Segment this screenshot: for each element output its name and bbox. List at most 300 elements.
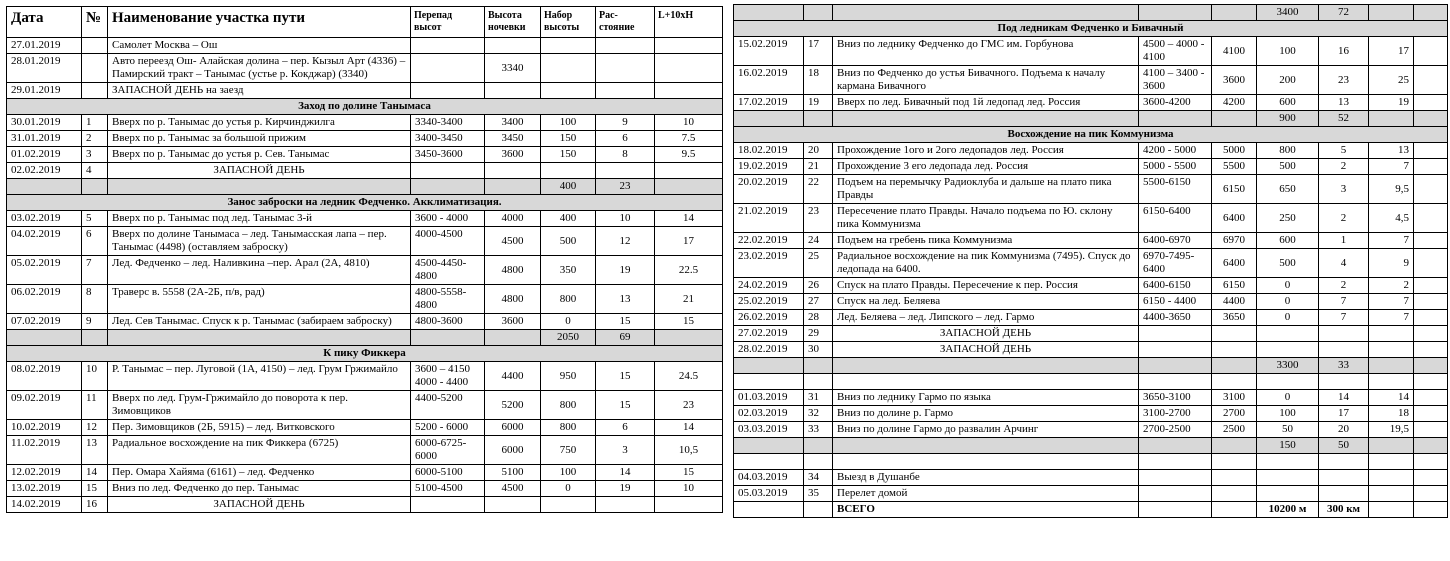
empty-cell	[1319, 326, 1369, 342]
height-gain-cell: 0	[1257, 278, 1319, 294]
distance-cell: 14	[596, 465, 655, 481]
empty-cell	[833, 454, 1139, 470]
itinerary-row	[734, 422, 1448, 438]
day-number-cell: 13	[82, 436, 108, 465]
itinerary-row	[734, 310, 1448, 326]
section-name-cell: Авто переезд Ош- Алайская долина – пер. Кызыл Арт (4336) – Памирский тракт – Танымас (устье р. Кокджар) (3340)	[108, 54, 411, 83]
empty-cell	[655, 163, 723, 179]
day-number-cell: 32	[804, 406, 833, 422]
camp-height-cell: 3650	[1212, 310, 1257, 326]
section-name-cell: Вниз по долине р. Гармо	[833, 406, 1139, 422]
effort-cell: 10	[655, 115, 723, 131]
grand-total-row	[734, 502, 1448, 518]
height-gain-cell: 0	[1257, 294, 1319, 310]
empty-cell	[804, 374, 833, 390]
day-number-cell: 20	[804, 143, 833, 159]
empty-cell	[596, 163, 655, 179]
day-number-cell: 24	[804, 233, 833, 249]
section-name-cell: Подъем на перемычку Радиоклуба и дальше на плато пика Правды	[833, 175, 1139, 204]
itinerary-row	[7, 147, 723, 163]
section-name-cell: ЗАПАСНОЙ ДЕНЬ	[833, 326, 1139, 342]
itinerary-row	[734, 294, 1448, 310]
height-gain-cell: 750	[541, 436, 596, 465]
section-name-cell: Лед. Сев Танымас. Спуск к р. Танымас (забираем заброску)	[108, 314, 411, 330]
section-title: К пику Фиккера	[7, 346, 723, 362]
empty-cell	[734, 374, 804, 390]
empty-cell	[833, 358, 1139, 374]
day-number-cell: 6	[82, 227, 108, 256]
elevation-change-cell: 5100-4500	[411, 481, 485, 497]
height-gain-cell: 100	[541, 465, 596, 481]
camp-height-cell: 3600	[485, 147, 541, 163]
height-gain-cell: 600	[1257, 233, 1319, 249]
section-name-cell: Вниз по леднику Федченко до ГМС им. Горбунова	[833, 37, 1139, 66]
date-cell: 22.02.2019	[734, 233, 804, 249]
section-name-cell: Лед. Беляева – лед. Липского – лед. Гармо	[833, 310, 1139, 326]
height-gain-cell: 800	[541, 285, 596, 314]
empty-cell	[411, 497, 485, 513]
date-cell: 18.02.2019	[734, 143, 804, 159]
day-number-cell	[82, 38, 108, 54]
empty-cell	[1369, 111, 1414, 127]
effort-cell: 14	[655, 420, 723, 436]
date-cell: 05.02.2019	[7, 256, 82, 285]
itinerary-row	[7, 256, 723, 285]
distance-cell: 7	[1319, 310, 1369, 326]
elevation-change-cell: 6000-5100	[411, 465, 485, 481]
elevation-change-cell: 3340-3400	[411, 115, 485, 131]
effort-cell: 10	[655, 481, 723, 497]
empty-cell	[1414, 358, 1448, 374]
date-cell: 27.02.2019	[734, 326, 804, 342]
day-number-cell: 12	[82, 420, 108, 436]
itinerary-table-right	[733, 4, 1448, 518]
empty-cell	[1414, 422, 1448, 438]
empty-cell	[1212, 502, 1257, 518]
empty-cell	[1414, 233, 1448, 249]
day-number-cell: 22	[804, 175, 833, 204]
section-name-cell: Р. Танымас – пер. Луговой (1А, 4150) – лед. Грум Гржимайло	[108, 362, 411, 391]
col-dist: Рас-стояние	[596, 7, 655, 38]
itinerary-row	[734, 159, 1448, 175]
subtotal-distance: 72	[1319, 5, 1369, 21]
section-header-row	[734, 21, 1448, 37]
empty-cell	[1414, 111, 1448, 127]
col-num: №	[82, 7, 108, 38]
empty-cell	[804, 438, 833, 454]
empty-cell	[833, 111, 1139, 127]
camp-height-cell: 6400	[1212, 249, 1257, 278]
effort-cell: 9	[1369, 249, 1414, 278]
day-number-cell: 3	[82, 147, 108, 163]
camp-height-cell: 4000	[485, 211, 541, 227]
distance-cell: 9	[596, 115, 655, 131]
elevation-change-cell: 4200 - 5000	[1139, 143, 1212, 159]
effort-cell	[1369, 486, 1414, 502]
table-header-row	[7, 7, 723, 38]
subtotal-row	[734, 358, 1448, 374]
day-number-cell: 19	[804, 95, 833, 111]
day-number-cell: 11	[82, 391, 108, 420]
section-name-cell: Траверс в. 5558 (2А-2Б, п/в, рад)	[108, 285, 411, 314]
empty-cell	[1414, 143, 1448, 159]
elevation-change-cell	[411, 83, 485, 99]
camp-height-cell: 5500	[1212, 159, 1257, 175]
day-number-cell: 16	[82, 497, 108, 513]
distance-cell: 19	[596, 256, 655, 285]
empty-cell	[655, 497, 723, 513]
section-title: Заход по долине Танымаса	[7, 99, 723, 115]
height-gain-cell: 100	[541, 115, 596, 131]
effort-cell: 4,5	[1369, 204, 1414, 233]
date-cell: 01.02.2019	[7, 147, 82, 163]
empty-cell	[734, 502, 804, 518]
empty-cell	[1212, 438, 1257, 454]
date-cell: 03.02.2019	[7, 211, 82, 227]
effort-cell: 18	[1369, 406, 1414, 422]
distance-cell: 20	[1319, 422, 1369, 438]
itinerary-row	[734, 486, 1448, 502]
elevation-change-cell: 3650-3100	[1139, 390, 1212, 406]
blank-row	[734, 374, 1448, 390]
section-name-cell: Вверх по р. Танымас за большой прижим	[108, 131, 411, 147]
empty-cell	[596, 497, 655, 513]
subtotal-distance: 69	[596, 330, 655, 346]
elevation-change-cell: 6400-6970	[1139, 233, 1212, 249]
section-title: Занос заброски на ледник Федченко. Акклиматизация.	[7, 195, 723, 211]
camp-height-cell	[1212, 486, 1257, 502]
day-number-cell: 31	[804, 390, 833, 406]
section-name-cell: Перелет домой	[833, 486, 1139, 502]
day-number-cell: 35	[804, 486, 833, 502]
empty-cell	[1414, 95, 1448, 111]
empty-cell	[734, 454, 804, 470]
distance-cell: 12	[596, 227, 655, 256]
itinerary-row	[734, 37, 1448, 66]
section-header-row	[7, 195, 723, 211]
effort-cell	[655, 38, 723, 54]
distance-cell: 3	[1319, 175, 1369, 204]
height-gain-cell: 650	[1257, 175, 1319, 204]
empty-cell	[655, 179, 723, 195]
date-cell: 20.02.2019	[734, 175, 804, 204]
itinerary-row	[734, 278, 1448, 294]
date-cell: 08.02.2019	[7, 362, 82, 391]
camp-height-cell: 5100	[485, 465, 541, 481]
section-name-cell: Вниз по лед. Федченко до пер. Танымас	[108, 481, 411, 497]
col-date: Дата	[7, 7, 82, 38]
subtotal-gain: 3400	[1257, 5, 1319, 21]
camp-height-cell: 2500	[1212, 422, 1257, 438]
distance-cell: 1	[1319, 233, 1369, 249]
itinerary-row	[734, 249, 1448, 278]
camp-height-cell: 2700	[1212, 406, 1257, 422]
section-name-cell: ЗАПАСНОЙ ДЕНЬ	[108, 163, 411, 179]
subtotal-row	[7, 330, 723, 346]
section-name-cell: Вниз по долине Гармо до развалин Арчинг	[833, 422, 1139, 438]
effort-cell: 7	[1369, 159, 1414, 175]
empty-cell	[485, 179, 541, 195]
subtotal-gain: 900	[1257, 111, 1319, 127]
elevation-change-cell: 6970-7495-6400	[1139, 249, 1212, 278]
empty-cell	[1369, 454, 1414, 470]
effort-cell: 25	[1369, 66, 1414, 95]
reserve-day-row	[734, 342, 1448, 358]
empty-cell	[1212, 454, 1257, 470]
table-body-right	[734, 5, 1448, 518]
date-cell: 09.02.2019	[7, 391, 82, 420]
empty-cell	[1414, 406, 1448, 422]
empty-cell	[1139, 326, 1212, 342]
itinerary-row	[7, 436, 723, 465]
empty-cell	[734, 358, 804, 374]
elevation-change-cell: 3600-4200	[1139, 95, 1212, 111]
date-cell: 01.03.2019	[734, 390, 804, 406]
camp-height-cell: 6400	[1212, 204, 1257, 233]
height-gain-cell: 500	[1257, 159, 1319, 175]
day-number-cell: 25	[804, 249, 833, 278]
camp-height-cell: 4400	[485, 362, 541, 391]
section-name-cell: Вверх по долине Танымаса – лед. Танымасская лапа – пер. Танымас (4498) (оставляем заброску)	[108, 227, 411, 256]
distance-cell: 15	[596, 391, 655, 420]
subtotal-row	[734, 111, 1448, 127]
itinerary-row	[734, 143, 1448, 159]
date-cell: 05.03.2019	[734, 486, 804, 502]
reserve-day-row	[7, 497, 723, 513]
date-cell: 29.01.2019	[7, 83, 82, 99]
empty-cell	[734, 5, 804, 21]
empty-cell	[1414, 502, 1448, 518]
camp-height-cell: 3600	[485, 314, 541, 330]
elevation-change-cell: 4800-5558-4800	[411, 285, 485, 314]
reserve-day-row	[734, 326, 1448, 342]
day-number-cell: 21	[804, 159, 833, 175]
grand-total-label: ВСЕГО	[833, 502, 1139, 518]
subtotal-gain: 400	[541, 179, 596, 195]
empty-cell	[1212, 358, 1257, 374]
empty-cell	[1257, 342, 1319, 358]
itinerary-row	[734, 95, 1448, 111]
section-header-row	[7, 99, 723, 115]
day-number-cell: 5	[82, 211, 108, 227]
height-gain-cell	[541, 83, 596, 99]
camp-height-cell: 3100	[1212, 390, 1257, 406]
elevation-change-cell: 6150-6400	[1139, 204, 1212, 233]
effort-cell: 10,5	[655, 436, 723, 465]
elevation-change-cell: 4500-4450-4800	[411, 256, 485, 285]
effort-cell: 13	[1369, 143, 1414, 159]
empty-cell	[82, 330, 108, 346]
date-cell: 11.02.2019	[7, 436, 82, 465]
section-title: Восхождение на пик Коммунизма	[734, 127, 1448, 143]
distance-cell: 16	[1319, 37, 1369, 66]
date-cell: 24.02.2019	[734, 278, 804, 294]
empty-cell	[485, 330, 541, 346]
section-title: Под ледникам Федченко и Бивачный	[734, 21, 1448, 37]
section-name-cell: Вверх по р. Танымас до устья р. Сев. Танымас	[108, 147, 411, 163]
itinerary-row	[734, 233, 1448, 249]
camp-height-cell: 4400	[1212, 294, 1257, 310]
date-cell: 31.01.2019	[7, 131, 82, 147]
subtotal-row	[734, 5, 1448, 21]
effort-cell: 9.5	[655, 147, 723, 163]
section-name-cell: ЗАПАСНОЙ ДЕНЬ на заезд	[108, 83, 411, 99]
empty-cell	[1139, 502, 1212, 518]
distance-cell	[596, 54, 655, 83]
empty-cell	[1139, 111, 1212, 127]
camp-height-cell: 6000	[485, 436, 541, 465]
date-cell: 13.02.2019	[7, 481, 82, 497]
empty-cell	[1414, 470, 1448, 486]
empty-cell	[485, 163, 541, 179]
empty-cell	[108, 330, 411, 346]
empty-cell	[1319, 454, 1369, 470]
distance-cell: 2	[1319, 204, 1369, 233]
camp-height-cell: 6970	[1212, 233, 1257, 249]
section-name-cell: Вверх по р. Танымас до устья р. Кирчинджилга	[108, 115, 411, 131]
day-number-cell: 17	[804, 37, 833, 66]
date-cell: 02.03.2019	[734, 406, 804, 422]
grand-total-gain: 10200 м	[1257, 502, 1319, 518]
date-cell: 12.02.2019	[7, 465, 82, 481]
camp-height-cell	[485, 38, 541, 54]
elevation-change-cell: 3600 – 4150 4000 - 4400	[411, 362, 485, 391]
section-name-cell: Радиальное восхождение на пик Фиккера (6725)	[108, 436, 411, 465]
section-name-cell: Радиальное восхождение на пик Коммунизма (7495). Спуск до ледопада на 6400.	[833, 249, 1139, 278]
empty-cell	[541, 497, 596, 513]
empty-cell	[411, 179, 485, 195]
day-number-cell: 34	[804, 470, 833, 486]
itinerary-row	[734, 175, 1448, 204]
effort-cell: 14	[655, 211, 723, 227]
section-name-cell: Спуск на плато Правды. Пересечение к пер. Россия	[833, 278, 1139, 294]
camp-height-cell	[1212, 470, 1257, 486]
elevation-change-cell: 6000-6725-6000	[411, 436, 485, 465]
date-cell: 23.02.2019	[734, 249, 804, 278]
subtotal-row	[7, 179, 723, 195]
empty-cell	[1414, 310, 1448, 326]
date-cell: 15.02.2019	[734, 37, 804, 66]
day-number-cell: 8	[82, 285, 108, 314]
itinerary-table-left	[6, 6, 723, 513]
empty-cell	[1212, 374, 1257, 390]
col-gain: Набор высоты	[541, 7, 596, 38]
camp-height-cell: 4500	[485, 227, 541, 256]
day-number-cell: 27	[804, 294, 833, 310]
camp-height-cell: 3600	[1212, 66, 1257, 95]
elevation-change-cell: 4100 – 3400 - 3600	[1139, 66, 1212, 95]
distance-cell	[1319, 470, 1369, 486]
empty-cell	[1369, 438, 1414, 454]
elevation-change-cell: 4400-3650	[1139, 310, 1212, 326]
camp-height-cell: 4800	[485, 256, 541, 285]
day-number-cell: 28	[804, 310, 833, 326]
reserve-day-row	[7, 163, 723, 179]
empty-cell	[1319, 374, 1369, 390]
itinerary-row	[7, 420, 723, 436]
day-number-cell: 30	[804, 342, 833, 358]
effort-cell: 7.5	[655, 131, 723, 147]
elevation-change-cell: 5200 - 6000	[411, 420, 485, 436]
height-gain-cell	[541, 38, 596, 54]
itinerary-row	[7, 391, 723, 420]
distance-cell: 4	[1319, 249, 1369, 278]
section-name-cell: Вверх по лед. Бивачный под 1й ледопад лед. Россия	[833, 95, 1139, 111]
effort-cell: 22.5	[655, 256, 723, 285]
empty-cell	[1139, 342, 1212, 358]
date-cell: 17.02.2019	[734, 95, 804, 111]
section-name-cell: Пер. Зимовщиков (2Б, 5915) – лед. Витковского	[108, 420, 411, 436]
height-gain-cell: 0	[541, 314, 596, 330]
distance-cell: 15	[596, 362, 655, 391]
elevation-change-cell: 3450-3600	[411, 147, 485, 163]
itinerary-row	[7, 227, 723, 256]
date-cell: 26.02.2019	[734, 310, 804, 326]
distance-cell	[596, 83, 655, 99]
day-number-cell: 9	[82, 314, 108, 330]
empty-cell	[1139, 5, 1212, 21]
camp-height-cell: 3400	[485, 115, 541, 131]
section-header-row	[7, 346, 723, 362]
date-cell: 16.02.2019	[734, 66, 804, 95]
date-cell: 19.02.2019	[734, 159, 804, 175]
empty-cell	[833, 438, 1139, 454]
itinerary-row	[734, 390, 1448, 406]
itinerary-row	[734, 406, 1448, 422]
distance-cell	[1319, 486, 1369, 502]
itinerary-row	[7, 314, 723, 330]
section-name-cell: Пересечение плато Правды. Начало подъема по Ю. склону пика Коммунизма	[833, 204, 1139, 233]
subtotal-gain: 3300	[1257, 358, 1319, 374]
distance-cell: 5	[1319, 143, 1369, 159]
itinerary-row	[7, 131, 723, 147]
effort-cell: 24.5	[655, 362, 723, 391]
empty-cell	[1139, 454, 1212, 470]
height-gain-cell: 150	[541, 131, 596, 147]
section-name-cell: Вниз по Федченко до устья Бивачного. Подъема к началу кармана Бивачного	[833, 66, 1139, 95]
day-number-cell: 1	[82, 115, 108, 131]
empty-cell	[833, 374, 1139, 390]
table-body-left	[7, 38, 723, 513]
date-cell: 04.02.2019	[7, 227, 82, 256]
empty-cell	[485, 497, 541, 513]
subtotal-row	[734, 438, 1448, 454]
distance-cell: 8	[596, 147, 655, 163]
empty-cell	[734, 111, 804, 127]
empty-cell	[7, 179, 82, 195]
col-height: Высота ночевки	[485, 7, 541, 38]
height-gain-cell: 350	[541, 256, 596, 285]
empty-cell	[1139, 438, 1212, 454]
date-cell: 02.02.2019	[7, 163, 82, 179]
height-gain-cell: 0	[541, 481, 596, 497]
empty-cell	[1257, 326, 1319, 342]
camp-height-cell: 4200	[1212, 95, 1257, 111]
section-name-cell: Прохождение 3 его ледопада лед. Россия	[833, 159, 1139, 175]
distance-cell: 6	[596, 420, 655, 436]
effort-cell: 14	[1369, 390, 1414, 406]
itinerary-row	[734, 66, 1448, 95]
empty-cell	[1414, 66, 1448, 95]
empty-cell	[1139, 374, 1212, 390]
elevation-change-cell: 4400-5200	[411, 391, 485, 420]
camp-height-cell	[485, 83, 541, 99]
section-name-cell: ЗАПАСНОЙ ДЕНЬ	[108, 497, 411, 513]
date-cell: 14.02.2019	[7, 497, 82, 513]
elevation-change-cell: 2700-2500	[1139, 422, 1212, 438]
elevation-change-cell: 3600 - 4000	[411, 211, 485, 227]
height-gain-cell: 100	[1257, 406, 1319, 422]
